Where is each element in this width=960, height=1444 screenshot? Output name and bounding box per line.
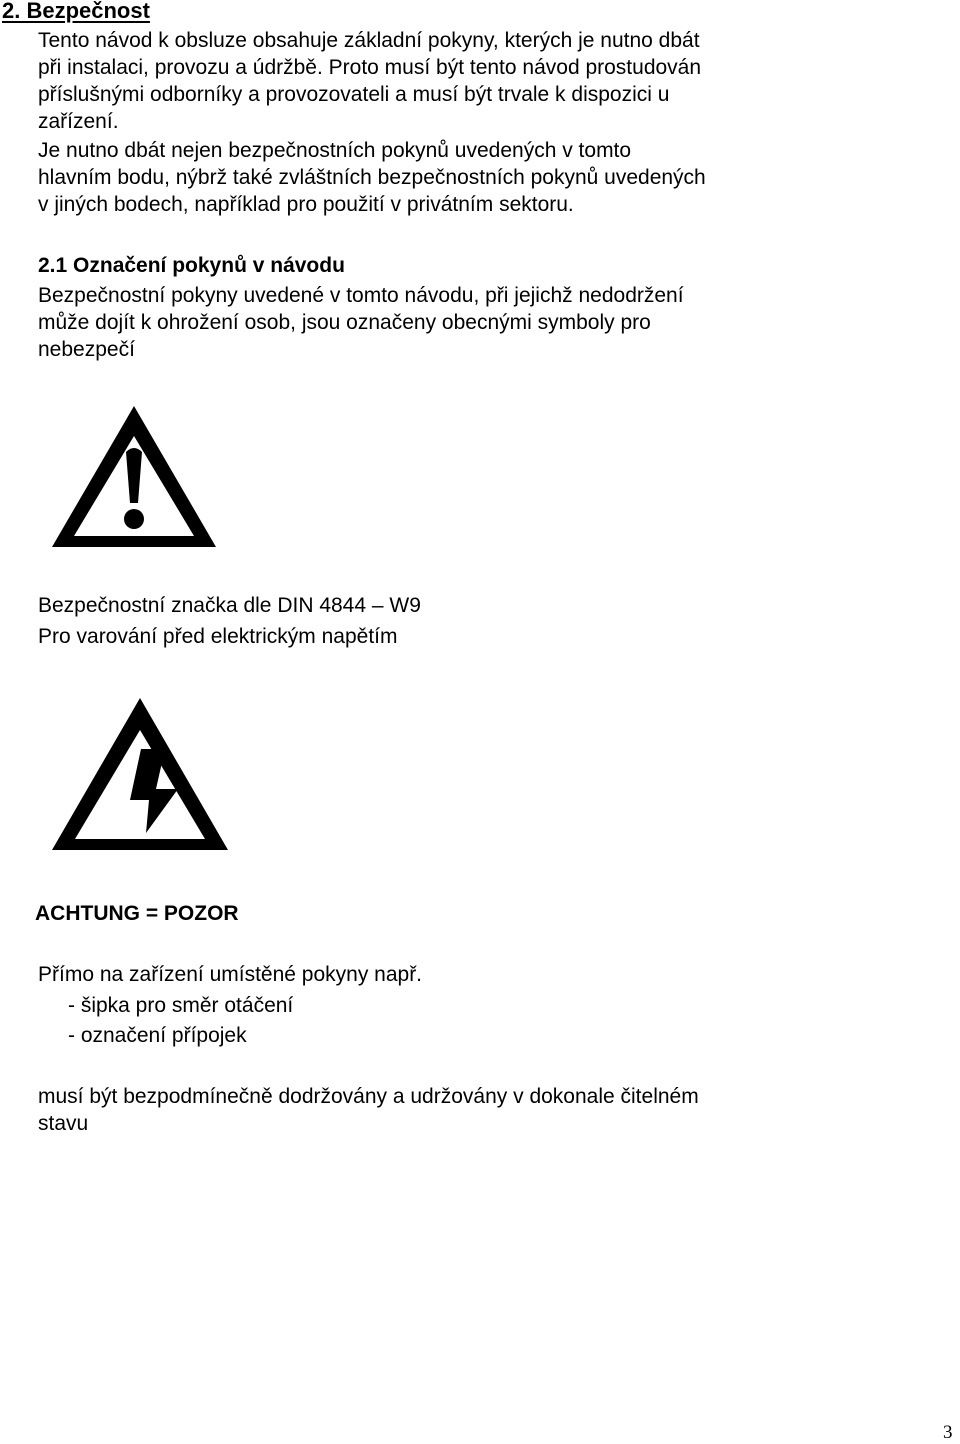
subsection-heading: 2.1 Označení pokynů v návodu [38, 254, 345, 277]
achtung-item-1: - šipka pro směr otáčení [68, 994, 294, 1017]
din-caption-line-2: Pro varování před elektrickým napětím [38, 625, 398, 648]
page-number: 3 [943, 1422, 953, 1443]
achtung-heading: ACHTUNG = POZOR [35, 902, 239, 925]
general-warning-triangle-icon [48, 400, 220, 552]
subsection-paragraph: Bezpečnostní pokyny uvedené v tomto návodu, při jejichž nedodržení může dojít k ohrožení osob, jsou označeny obecnými symboly pro nebezpečí [38, 284, 684, 361]
high-voltage-triangle-icon [48, 693, 232, 855]
din-caption-line-1: Bezpečnostní značka dle DIN 4844 – W9 [38, 594, 421, 617]
section-heading: 2. Bezpečnost [2, 0, 150, 23]
section-paragraph-1: Tento návod k obsluze obsahuje základní pokyny, kterých je nutno dbát při instalaci, provozu a údržbě. Proto musí být tento návod prostudován příslušnými odborníky a provozovateli a musí být trvale k dispozici u zařízení. [38, 29, 702, 133]
achtung-intro: Přímo na zařízení umístěné pokyny např. [38, 963, 423, 986]
section-paragraph-2: Je nutno dbát nejen bezpečnostních pokynů uvedených v tomto hlavním bodu, nýbrž také zvláštních bezpečnostních pokynů uvedených v jiných bodech, například pro použití v privátním sektoru. [38, 139, 706, 216]
achtung-outro: musí být bezpodmínečně dodržovány a udržovány v dokonale čitelném stavu [38, 1085, 699, 1135]
achtung-item-2: - označení přípojek [68, 1024, 247, 1047]
